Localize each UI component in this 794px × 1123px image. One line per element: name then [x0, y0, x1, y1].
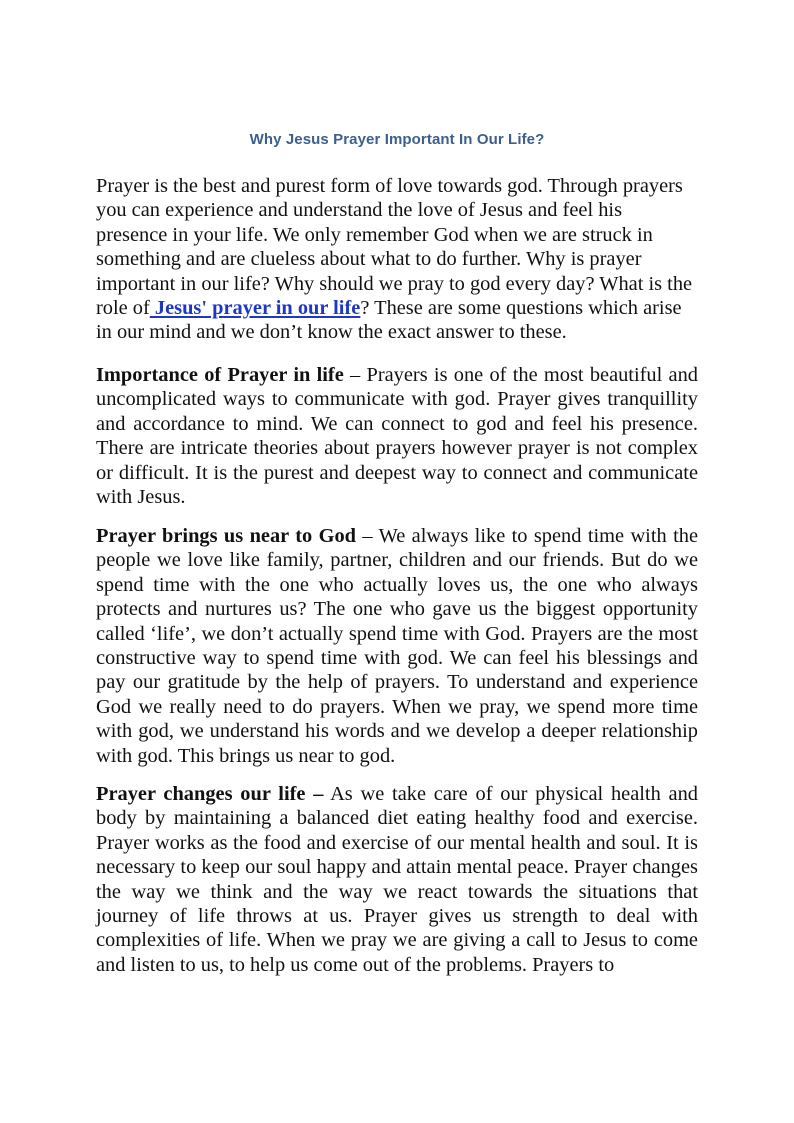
section-prayer-changes-life: [96, 782, 698, 977]
section-prayer-brings-us-near: [96, 524, 698, 768]
intro-paragraph: [96, 174, 698, 345]
page-title: Why Jesus Prayer Important In Our Life?: [249, 131, 545, 148]
section-importance-of-prayer: [96, 363, 698, 509]
section-heading: Importance of Prayer in life: [96, 364, 344, 386]
intro-text-after-link: ? These are some questions which arise in our mind and we don’t know the exact answer to these.: [96, 297, 682, 344]
section-body: – We always like to spend time with the people we love like family, partner, children and our friends. But do we spend time with the one who actually loves us, the one who always protects and nurtures us? The one who gave us the biggest opportunity called ‘life’, we don’t actually spend time with God. Prayers are the most constructive way to spend time with god. We can feel his blessings and pay our gratitude by the help of prayers. To understand and experience God we really need to do prayers. When we pray, we spend more time with god, we understand his words and we develop a deeper relationship with god. This brings us near to god.: [96, 525, 698, 767]
jesus-prayer-link[interactable]: Jesus' prayer in our life: [149, 297, 361, 320]
intro-text-before-link: Prayer is the best and purest form of love towards god. Through prayers you can experience and understand the love of Jesus and feel his presence in your life. We only remember God when we are struck in something and are clueless about what to do further. Why is prayer important in our life? Why should we pray to god every day? What is the role of: [96, 175, 693, 320]
section-body: – Prayers is one of the most beautiful and uncomplicated ways to communicate with god. Prayer gives tranquillity and accordance to mind. We can connect to god and feel his presence. There are intricate theories about prayers however prayer is not complex or difficult. It is the purest and deepest way to connect and communicate with Jesus.: [96, 364, 698, 509]
section-heading: Prayer brings us near to God: [96, 525, 357, 547]
section-body: As we take care of our physical health and body by maintaining a balanced diet eating healthy food and exercise. Prayer works as the food and exercise of our mental health and soul. It is necessary to keep our soul happy and attain mental peace. Prayer changes the way we think and the way we react towards the situations that journey of life throws at us. Prayer gives us strength to deal with complexities of life. When we pray we are giving a call to Jesus to come and listen to us, to help us come out of the problems. Prayers to: [96, 783, 698, 976]
section-heading: Prayer changes our life –: [96, 783, 324, 805]
